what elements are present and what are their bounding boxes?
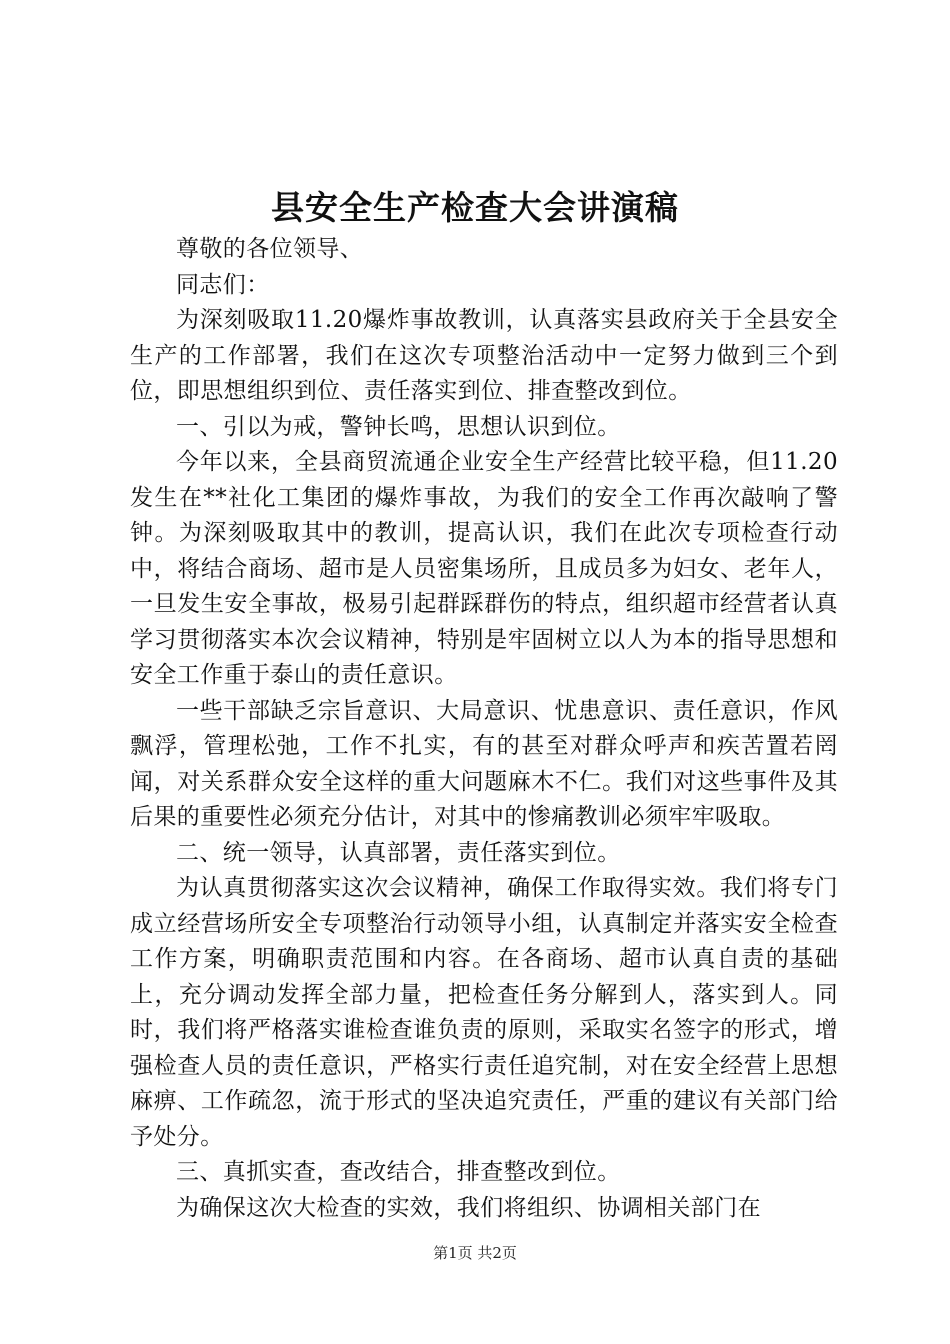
body-paragraph: 一些干部缺乏宗旨意识、大局意识、忧患意识、责任意识，作风飘浮，管理松弛，工作不扎实，有的甚至对群众呼声和疾苦置若罔闻，对关系群众安全这样的重大问题麻木不仁。我们对这些事件及其后果的重要性必须充分估计，对其中的惨痛教训必须牢牢吸取。	[130, 697, 838, 830]
salutation-line-1: 尊敬的各位领导、	[176, 236, 364, 262]
document-body	[130, 232, 838, 1226]
section-heading-1: 一、引以为戒，警钟长鸣，思想认识到位。	[176, 413, 621, 440]
page-footer: 第1页 共2页	[433, 1244, 517, 1262]
section-heading-3: 三、真抓实查，查改结合，排查整改到位。	[176, 1159, 621, 1185]
salutation-line-2: 同志们：	[176, 271, 270, 298]
section-heading-2: 二、统一领导，认真部署，责任落实到位。	[176, 839, 621, 866]
body-paragraph: 为认真贯彻落实这次会议精神，确保工作取得实效。我们将专门成立经营场所安全专项整治行动领导小组，认真制定并落实安全检查工作方案，明确职责范围和内容。在各商场、超市认真自责的基础上，充分调动发挥全部力量，把检查任务分解到人，落实到人。同时，我们将严格落实谁检查谁负责的原则，采取实名签字的形式，增强检查人员的责任意识，严格实行责任追究制，对在安全经营上思想麻痹、工作疏忽，流于形式的坚决追究责任，严重的建议有关部门给予处分。	[130, 875, 838, 1150]
body-paragraph: 为确保这次大检查的实效，我们将组织、协调相关部门在	[176, 1194, 761, 1221]
document-title: 县安全生产检查大会讲演稿	[271, 188, 679, 227]
body-paragraph: 今年以来，全县商贸流通企业安全生产经营比较平稳，但11.20发生在**社化工集团的爆炸事故，为我们的安全工作再次敲响了警钟。为深刻吸取其中的教训，提高认识，我们在此次专项检查行动中，将结合商场、超市是人员密集场所，且成员多为妇女、老年人，一旦发生安全事故，极易引起群踩群伤的特点，组织超市经营者认真学习贯彻落实本次会议精神，特别是牢固树立以人为本的指导思想和安全工作重于泰山的责任意识。	[130, 449, 838, 688]
intro-paragraph: 为深刻吸取11.20爆炸事故教训，认真落实县政府关于全县安全生产的工作部署，我们在这次专项整治活动中一定努力做到三个到位，即思想组织到位、责任落实到位、排查整改到位。	[130, 307, 838, 404]
